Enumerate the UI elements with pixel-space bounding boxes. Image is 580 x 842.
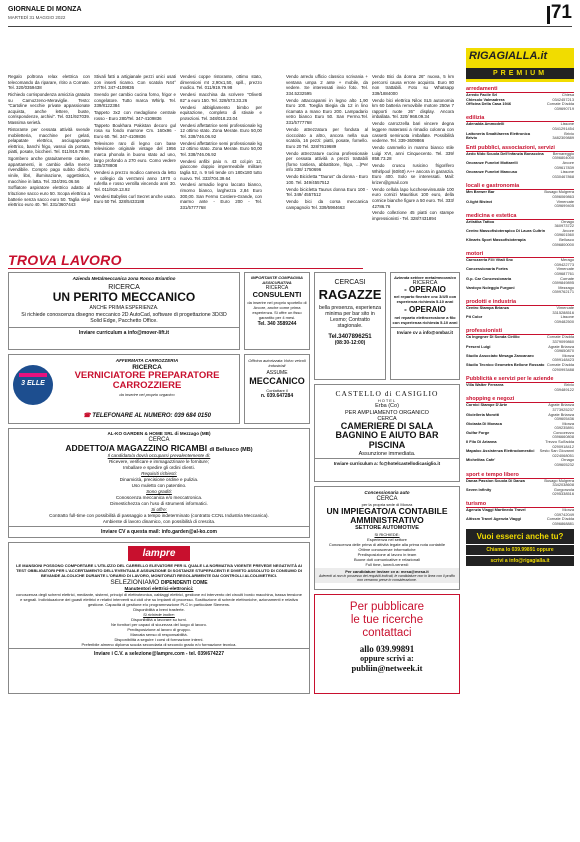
entry-name: Gulfar Forge [466,429,490,435]
entry-detail: Concorezzo [553,429,574,435]
ad-concessionario [314,486,460,590]
entry-detail: Bernareggio [552,150,574,156]
classified-ad: Vendesi armadio legno laccato bianco, rimorno bianco, larghezza 2,84 Euro 300,00. San Fermo Costiere-Grande, con marmo ante - Euro 200 - Tel. 331/5777768 [180,182,262,210]
directory-category: edilizia [466,111,574,122]
classified-ad: Vendesi coppe ristorante, ottimo stato, dimensioni mt 2,90x1,50, spill., prezzo modico. Tel. 011/919.79.98 [180,74,262,91]
ad-req-title: Si richiede inoltre: [143,612,175,617]
entry-name: Arredo Facile Srl [466,92,498,97]
list-item: Ricevere, verificare e immagazzinare le forniture; [109,459,209,464]
rigagialla-sidebar [466,48,574,838]
ad-addetto-magazzino [8,428,310,538]
entry-detail: Cornate D'adda [546,516,574,522]
classified-ad: Vendo arredo ufficio classico scrivania + ventana umpa 2 ante + mobile, da vedere. Se interessati invio foto. Tel. 334.5232595 [286,74,368,96]
entry-name: Carrozzeria F.lli Vitali Snc [466,257,514,263]
ad-body: Assunzione immediata. [358,451,416,458]
directory-category: turismo [466,497,574,508]
ad-ricerca: RICERCA [108,284,140,291]
list-item: Predisposizione al lavoro di gruppo. [127,627,191,632]
entry-detail: 0341291454 [552,125,574,131]
ad-sel: SELEZIONIAMO [110,579,160,586]
entry-detail: 0396868881 [552,520,574,526]
entry-name: Cornici Stampe D'Arte [466,402,508,408]
entry-detail: 039235891 [554,425,574,431]
ad-cv-contact[interactable]: Inviare CV a questa mail: info.garden@al-ko.com [9,526,309,535]
entry-detail: 039601560 [554,232,574,238]
entry-name: Studio Tecnico Geometra Bellone Rossato [466,361,545,367]
directory-category: arredamenti [466,82,574,93]
entry-detail: 039687761 [554,271,574,277]
ad-cerca: CERCA [148,437,170,443]
list-item: Dinamicità, precisione ordine e pulizia. [119,477,199,482]
entry-detail: Monza [562,352,574,358]
entry-name: Altissm Travel Agenzia Viaggi [466,516,521,522]
list-item: Contratto full-time con possibilità di passaggio a tempo indeterminato (contratto CCNL Industria Meccanica). [49,513,269,518]
entry-detail: 039605436 [554,416,574,422]
ad-phone-text: TELEFONARE AL NUMERO: 039 684 0150 [92,413,211,419]
entry-name: Concessionaria Fortes [466,266,508,272]
directory-list [466,82,574,526]
directory-category: Enti pubblici, associazioni, servizi [466,141,574,152]
classifieds-column-2 [94,74,176,246]
entry-name: Onoranze Funebri Mottarelli [466,159,518,165]
classified-ad: Vendo bici elettrica Nilox SL5 autonomia km 60 batteria removibile motore 250w 7 rapporti ruote 26" display. Ancora imballata. Tel. 320/ 968.09.34 [372,97,454,120]
ad-body-2: Disponibilità a brevi trasferte. [133,607,185,612]
ad-company: Officina autorizzata Volvo veicoli industriali [248,358,306,368]
classified-ad: Richiedo corrispondenza amicizia gratuita su Camozzeno-Meraviglie. Testo: "Cartoline vecchie private appassionate acquista, anche lettere, buste, corrispondenze, archivi". Tel. 031/927039. Massima serietà. [8,92,90,126]
entry-detail: Vimercate [556,198,574,204]
entry-detail: 0295338516 [552,491,574,497]
ad-cercasi: CERCASI [334,279,366,286]
ad-requirements [9,617,309,647]
ad-phone[interactable] [59,412,235,419]
phone-icon: ☎ [83,413,91,419]
list-item: Buone doti comunicative e relazionali [353,556,421,562]
directory-category: sport e tempo libero [466,468,574,479]
classified-ad: Soffiatore aspiratore elettrico adatto al trituzione sacco euro 50. Scopa elettrica a batterie senza sacco euro 50. Taglia siepi elettrico euro 40. Tel. 331/3607443 [8,185,90,208]
ad-subtitle: ANCHE PRIMA ESPERIENZA. [89,304,159,311]
entry-name: Gioiasta Di Monaca [466,420,502,426]
list-item: Marcata senso di responsabilità. [130,632,188,637]
entry-name: Studio Associato Mesaga Zancanaro [466,352,534,358]
ad-role: Manutentori elettrici-elettronici: [124,586,194,591]
classified-ad: Vendesi Babyliss curl Secret anche usato. Euro 50 Tel. 328/5433188 [94,193,176,205]
ad-role-1: - OPERAIO [404,285,446,294]
ad-role-2: BAGNINO E AIUTO BAR PISCINA [335,430,439,450]
entry-name: Onoranze Funebri Mancuso [466,169,518,175]
entry-detail: Agrate Brianza [548,343,574,349]
ad-offer-title: Si offre: [151,507,167,512]
castello-logo: CASTELLO di CASIGLIO [335,389,439,398]
ad-cerca: CERCA [376,496,398,502]
ad-role-2: - OPERAIO [404,305,446,315]
ad-cv-contact[interactable]: Per candidature inviare cv a: mesa@mesa.it [345,568,429,574]
ad-intro: Il candidato/a dovrà occuparsi prevalentemente di: [107,453,211,458]
ad-cerca: CERCA [377,416,397,422]
ad-ragazze [314,272,386,380]
ad-requirements [9,477,309,489]
entry-detail: Agrate Brianza [548,411,574,417]
entry-detail: 3379099860 [552,338,574,344]
classified-ad: Tappeto 3x2 con medaglione centrale rosso - Euro 280/Tel. 347-4109836 [94,110,176,121]
page-header [8,4,572,27]
entry-detail: Monza [562,420,574,426]
entry-detail: 0224068051 [552,452,574,458]
list-item: Imballare e spedire gli ordini clienti. [123,465,195,470]
list-item: Ne fornitori per capaci di sicurezza del luogo di lavoro. [110,622,208,627]
entry-name: Gioielleria Morotti [466,411,500,417]
ad-ricerca: RICERCA [412,280,438,286]
entry-detail: 0396804000 [552,155,574,161]
ad-intro: LE MANSIONI POSSONO COMPORTARE L'UTILIZZO DEL CARRELLO ELEVATORE PER IL QUALE LA NORMATIVA VIGENTE PREVEDE NEGATIVITÀ AI TEST OBBLIGATORI PER L'ACCERTAMENTO DELL'EVENTUALE ASSUNZIONE DI SOSTANZE STUPEFACENTI E DIVIETO ASSOLUTO DI CONSUMO DI BEVANDE ALCOLICHE DURANTE L'ORARIO DI LAVORO, MONITORATI REGOLARMENTE DAI CONTROLLI ALCOLIMETRICI. [16,563,302,578]
ad-company: IMPORTANTE COMPAGNIA ASSICURATIVA [251,275,303,285]
ad-ricerca: RICERCA [132,364,162,371]
ad-hours: (08:30-12:00) [334,339,366,346]
ad-castello-casiglio [314,384,460,482]
entry-detail: 0396800000 [552,241,574,247]
entry-detail: 0342457213 [552,96,574,102]
entry-detail: 3773925237 [552,406,574,412]
sidebar-promo-email[interactable]: scrivi a info@rigagialla.it [466,556,574,566]
entry-detail: 0396660808 [552,434,574,440]
directory-category: professionisti [466,324,574,335]
classifieds-column-5 [372,74,454,246]
ad-body: Si richiede conoscenza disegno meccanico 2D AutoCad, software di progettazione 3D/3D Solid Edge, Pacchetto Office. [21,311,227,324]
ad-body: bella presenza, esperienza minima per bar sito in Lesmo; Contratto stagionale. [318,304,381,329]
entry-detail: 360973722 [554,223,574,229]
directory-category: motori [466,247,574,258]
classified-ad: Vendo bici da corsa meccanica campagnolo Tel. 339/5984663 [286,199,368,210]
ad-role: ADDETTO/A MAGAZZINO RICAMBI [65,443,208,453]
logo-premium: PREMIUM [466,68,574,79]
ad-sel2: DIPENDENTI COME [160,580,208,586]
entry-detail: Merago [560,257,574,263]
entry-detail: Vimercate [556,266,574,272]
entry-detail: 0330467868 [552,173,574,179]
ad-body: conoscenza degli schemi elettrici, mediante, sistemi, principi di elettrotecnica, cablaggi elettrici, gestione ed intervento dei circuiti bordo macchina, bassa tensione e segnali. Individuazione dei guasti elettrici e relativi interventi sui cicli che su impianti di processo. Sostituzione di schede elettroniche, azionamenti e relativa gestione. Capacità di gestione e/o programmazione PLC in particolare Siemens. [16,592,302,607]
entry-name: Centro Stampa Brianza [466,305,509,310]
promo-email[interactable]: publiin@netweek.it [351,663,423,673]
ad-perito-meccanico [8,272,240,350]
entry-name: Centro Massofisioterapico Di Laura Cultrin [466,227,546,233]
list-item: Conoscenza delle prima di attività legate alla prima nota contabile [328,541,446,547]
promo-line-2: le tue ricerche [350,614,424,626]
ad-role-2-desc: nel reparto elettroerosione a filo con esperienza richiesta 5-10 anni [392,314,458,325]
entry-detail: Lissone [560,121,574,127]
list-item: Full time, lunedì-venerdì [365,561,409,567]
classified-ad: Vendo cammello in marmo bianco stile Luigi XVI, anni Cinquecento. Tel. 339/ 858.73.28 [372,145,454,162]
list-item: Preferibile almeno diploma scuola secondaria di secondo grado e/o formazione tecnica. [81,642,237,647]
ad-cv-contact[interactable]: Inviare cv a info@ombar.it [391,327,459,335]
section-rule [8,268,363,269]
entry-detail: Chiesa [561,92,574,97]
entry-detail: Cornate [560,275,574,281]
entry-name: Brivio [466,135,478,141]
ad-carrozzeria [8,354,240,424]
ad-offers [9,513,309,525]
ad-role-1-desc: nel reparto finestre cnc 3/4/5 con esperienza richiesta 5-10 anni [393,294,457,305]
entry-detail: Agrate Brianza [548,402,574,408]
classified-ad: Regalo poltrona relax elettrica con telecomando da riparare, ritiro a Cornate. Tel. 320/0359438 [8,74,90,91]
ad-phone[interactable]: n. 039.647284 [260,393,294,400]
ad-location: di Bellusco (MB) [209,447,253,453]
ad-company: Concessionaria auto [364,490,410,495]
promo-line-3: contattaci [362,627,412,639]
entry-name: Artistika Tattoo [466,218,495,224]
list-item: Dimestichezza con l'uso di strumenti informatici. [110,501,208,506]
directory-category: locali e gastronomia [466,179,574,190]
sidebar-promo-phone[interactable]: Chiama lo 039.99891 oppure [466,545,574,555]
entry-detail: Monza [562,507,574,512]
entry-name: Danza Passion Scuola Di Danza [466,477,525,483]
ad-pref-title: Sono graditi: [146,489,172,494]
directory-category: medicina e estetica [466,209,574,220]
ad-subtitle: da inserire nel proprio organico [119,391,175,397]
ad-role: CONSULENTI [252,290,302,299]
entry-name: Seven Infinity [466,486,492,492]
classified-ad: Vendesi a prezzo modico camera da letto e collegio da vent'anni anno 1970 o ruferlla e rosso ventilla vincendo anni 30. Tel. 011/919.13.92 [94,169,176,192]
entry-name: Mm Brewer Bar [466,189,495,195]
entry-detail: 039422773 [554,261,574,267]
classifieds-column-3 [180,74,262,246]
ad-contact-label: Contattare il [266,388,288,394]
list-item: Ottime conoscenze informatiche [358,546,416,552]
ad-assume: ASSUME [266,370,288,376]
ad-location: Erba (Co) [375,403,399,409]
classified-ad: Vendo Bicicletta "Taurus" da donna - Euro 100. Tel. 349/4557512 [286,174,368,185]
entry-detail: 3342038608 [552,482,574,488]
list-item: Predisposizione al lavoro in team [357,551,417,557]
entry-name: G.p. Car Concessionaria [466,275,512,281]
entry-detail: Ornago [561,457,574,463]
entry-name: Mapaloc Assistenza Elettrodomestici [466,448,535,454]
entry-name: Officina Della Casa 1946 [466,101,511,107]
ad-role-1: CAMERIERE DI SALA [340,421,434,431]
classified-ad: Vendo attaccapanni in legno alto 1,90 Euro 100. Toeglia Biegia da 12 in lino ricamata a mano Euro 200. Lampadario vetro bianco Euro 50. San Fermo.Tel. 331/5777768 [286,97,368,126]
entry-name: Adenalda Ammodelli [466,121,505,127]
directory-category: prodotti e industria [466,295,574,306]
entry-detail: 039650870 [554,348,574,354]
classified-ad: Sgombero anche gratuitamente cantine, appartamenti, in cambio della merce rivendibile. Compro pago subito dischi, vinile, libri, illuminazione, oggettistica, macchine in latta. Tel. 334/391.06.56 [8,156,90,184]
classified-ad: Vendesi affettatrice semi professionale kg 12 ottimo stato. Zona Merate. Euro 50,00 Tel. 338/746.06.92 [180,140,262,157]
ad-requirements [315,537,459,567]
page-number: 71 [550,2,572,23]
entry-detail: Ornago [561,218,574,224]
entry-detail: Busago Mulgrera [544,189,574,195]
entry-detail: 039699405 [554,203,574,209]
logo-text: 3 ELLE [21,380,45,387]
entry-detail: 0399148423 [552,357,574,363]
entry-name: Villa Walter Ferrarea [466,382,504,388]
entry-detail: Cornate D'adda [546,361,574,367]
classified-ad: Vendo collezione 45 piatti con stampe impressionisti - Tel. 328/7431894 [372,210,454,222]
entry-detail: Arcore [562,227,574,233]
list-item: Disponibilità a seguire i corsi di formazione interni. [114,637,204,642]
classified-ad: Ristorante per cessata attività svende mobiletteria, macchine per gelati, pelapatate elettrico, asciugaposate elettrico, banchi frigo, vassoi da portata, piatti, posate, bicchieri. Tel. 011/919.79.98 [8,126,90,155]
ad-role: VERNICIATORE PREPARATORE CARROZZIERE [74,370,220,391]
entry-detail: Bellusco [559,237,574,243]
entry-name: Perseni Luigi [466,343,491,349]
entry-detail: Cornate D'adda [546,101,574,107]
ad-cv-contact[interactable]: Inviare curriculum a info@mover-lift.it [9,327,239,336]
ad-req-title: SI RICHIEDE: [374,531,400,537]
classified-ad: Vendo Bici da donna 26" nuova, 5 km percorsi causa errore acquisto. Euro 80 non trattabili. Foto su Whatsapp 339/1884000 [372,74,454,96]
directory-category: Pubblicità e servizi per le aziende [466,372,574,383]
ad-phone[interactable]: Tel.3407896251 [328,333,372,340]
entry-name: O.light Bistrot [466,198,492,204]
entry-detail: 0290993488 [552,366,574,372]
entry-detail: Mezzago [558,284,574,290]
entry-detail: Vimercate [556,305,574,310]
entry-detail: 0290918412 [552,443,574,449]
section-title: TROVA LAVORO [8,252,122,268]
entry-name: Klinarts Sport Massofisioterapia [466,237,526,243]
entry-detail: 039690719 [554,105,574,111]
lampre-logo: lampre [128,546,190,561]
ad-duties [9,459,309,471]
ad-meccanico [244,354,310,424]
header-divider [547,6,550,24]
entry-detail: Arcore [562,159,574,165]
entry-detail: Lissone [560,169,574,175]
castello-logo-sub: HOTEL [377,398,397,403]
entry-detail: Sesto San Giovanni [539,448,574,454]
entry-detail: 039489122 [554,386,574,392]
ad-role: RAGAZZE [318,287,382,302]
classified-ad: Televisore raro di legno con base televisione originale vintage del 1956 marca phonola in buono stato ad uno, largo profondo a 270 euro. Como vedere 335/378808 [94,140,176,169]
entry-name: Il Filo Di Arianna [466,439,497,445]
classified-ad: Vendo cellula lapo lucchesevinsurale 100 euro cornizi Mauritius 100 euro, della cornice bianche figure a 50 euro. Tel. 333/ 42786.76 [372,186,454,209]
list-item: Ambiente di lavoro dinamico, con possibilità di crescita. [102,519,216,524]
entry-name: Vardoyo Noleggio Furgoni [466,284,515,290]
classified-ad: Vendesi anfibi paio n. 43 col.pin 12, giaccone doppio impermeabile militare taglia 52, n. 9 teli tende cm 180x180 tutto nuovo. Tel. 333/704.39.64 [180,158,262,181]
logo-name: RIGAGIALLA.it [469,50,548,62]
directory-entry[interactable] [466,522,574,527]
list-item: Uso muletto con patentino. [131,483,187,488]
entry-detail: 3482309889 [552,135,574,141]
ad-role: UN IMPIEGATO/A CONTABILE AMMINISTRATIVO [326,506,448,525]
ad-req-title: Requisiti richiesti: [141,471,177,476]
entry-detail: 039482500 [554,318,574,324]
entry-name: Lattoneria Smalti/aerea Elettronica [466,130,531,136]
ad-subtitle: per la propria sede di Monza [361,502,413,507]
ad-note: Aderenti ai non in possesso dei requisiti indicati, le candidature non in linea con il profilo non verranno prese in considerazione. [319,573,455,583]
promo-line-4: oppure scrivi a: [360,654,414,663]
promo-line-1: Per pubblicare [349,601,425,613]
ad-phone[interactable]: Tel. 340 3589244 [257,320,297,327]
classified-ad: Vendo attrezzature cucina professionale per cessata attività a prezzi trattabili (forno tostiera, abbattitore, frigo, ...)Per info 338/ 1750696 [286,150,368,173]
classifieds-column-1 [8,74,90,246]
classifieds-column-4 [286,74,368,246]
classified-ad: Vendo carrozzella bari vincere degna leggere materassi a rimadio colonna con cassetti semiruota imballate. Possibilità vederne. Tel. 339-3609866 [372,121,454,144]
entry-detail: Cornate D'adda [546,334,574,340]
entry-detail: Busago Mulgrera [544,477,574,483]
directory-category: shopping e negozi [466,392,574,403]
entry-detail: 039617839 [554,164,574,170]
classified-ad: Vendo cruscu rusicino frigorifero Whirlpool (60/60) A++ ancora in garanzia. Euro 400. Solo se interessati. Mail: krizen@gmail.com [372,163,454,185]
issue-date: MARTEDÌ 31 MAGGIO 2022 [8,15,66,20]
classified-ad: Tappeto Boukhara Pakistan decoro gul rosa su fondo marrone Cm. 160x96 - Euro 60. Tel. 347-4109836 [94,122,176,139]
promo-phone[interactable]: allo 039.99891 [359,644,415,654]
entry-detail: 039742049 [554,511,574,517]
newspaper-title: GIORNALE DI MONZA [8,6,82,13]
entry-detail: Brivio [564,130,574,136]
list-item: Disponibilità a lavorare su turni. [131,617,187,622]
ad-body: da inserire nel proprio sportello di Arcore, anche come prima esperienza. Si offre un fisso garantito per 4 mesi. [247,299,307,320]
ad-operaio [390,272,460,380]
entry-detail: 039605232 [554,462,574,468]
ad-company: Azienda Metalmeccanica zona Ronco Briantino [72,276,176,281]
ad-role: MECCANICO [249,376,305,386]
entry-name: Agenzia Viaggi Martinedo Travel [466,507,526,512]
ad-company: AFFERMATA CARROZZERIA [115,358,179,363]
entry-name: Aedo Nido Scuola Dell'infanzia Bonaccina [466,150,544,156]
classified-ad: Svendo per cambio cucina forno, frigor e congelatore. Tutto marca Whirlp. Tel. 339/8122384 [94,92,176,109]
ad-sector: SETTORE AUTOMOTIVE [355,524,419,531]
classified-ad: Vendesi macchina da scrivere "Olivetti 82" a euro 150. Tel. 328/673.33.26 [180,92,262,103]
entry-detail: Trezzo Sull'adda [545,439,574,445]
logo-stripe [19,373,47,377]
entry-detail: Lissone [560,314,574,320]
entry-detail: 0399849895 [552,280,574,286]
entry-detail: 3315288516 [552,309,574,315]
entry-detail: Gorgonzola [553,486,574,492]
list-item: Conoscenza meccanica e/o meccatronica. [115,495,203,500]
entry-name: Pit Color [466,314,483,320]
ad-cv-contact[interactable]: Inviare curriculum a: fc@hotelcastellodicasiglio.it [315,458,459,466]
classified-ad: Vendo bicicletta Taurus donna Euro 100 - Tel. 349/ 4557512 [286,186,368,198]
ad-lampre [8,542,310,694]
ad-ricerca: RICERCA [265,285,289,291]
entry-detail: 0396069863 [552,193,574,199]
classified-ad: Vendesi abbigliamento bimbo per equitazione, completo di stivale e protezioni. Tel. 348/018.23.04 [180,104,262,121]
sidebar-promo-title: Vuoi esserci anche tu? [466,529,574,544]
ad-selection: PER AMPLIAMENTO ORGANICO [345,410,429,416]
ad-role: UN PERITO MECCANICO [52,290,196,304]
ad-cv-contact[interactable]: Inviare i C.V. a selezione@lampre.com - tel. 039/674227 [9,648,309,657]
entry-name: Chiesolo Valmadrera [466,96,505,102]
classified-ad: Stivali fatti a artigianale pezzi unici usati con inserti ricamo. Con scatola N44° 37/Tel. 347-4109836 [94,74,176,91]
entry-detail: Brivio [564,382,574,388]
classified-ad: Vendesi affettatrice semi professionale kg 12 ottimo stato. Zona Merate. Euro 50,00 Tel. 338/746.06.92 [180,122,262,139]
entry-name: Michelitas Cafe' [466,457,496,463]
ad-preferences [9,495,309,507]
ad-consulenti [244,272,310,350]
ad-company: Azienda settore metalmeccanico [393,275,457,280]
carrozzeria-logo [13,365,53,405]
entry-detail: 0399762171 [552,289,574,295]
ad-pubblicare [314,594,460,694]
list-item: Esperienza nel settore [367,536,407,542]
entry-name: Ca Ingegner Di Sonda Cirillio [466,334,520,340]
ad-company: AL-KO GARDEN & HOME SRL di Mezzago (MB) [107,431,211,436]
classified-ad: Vendo attrezzatura per fonduta al cioccolato a altro, ancora nella sua scatola, 16 pezzi: piatti, posate, fornello. Euro 20 Tel. 328/7619689 [286,126,368,149]
rigagialla-logo [466,48,574,82]
